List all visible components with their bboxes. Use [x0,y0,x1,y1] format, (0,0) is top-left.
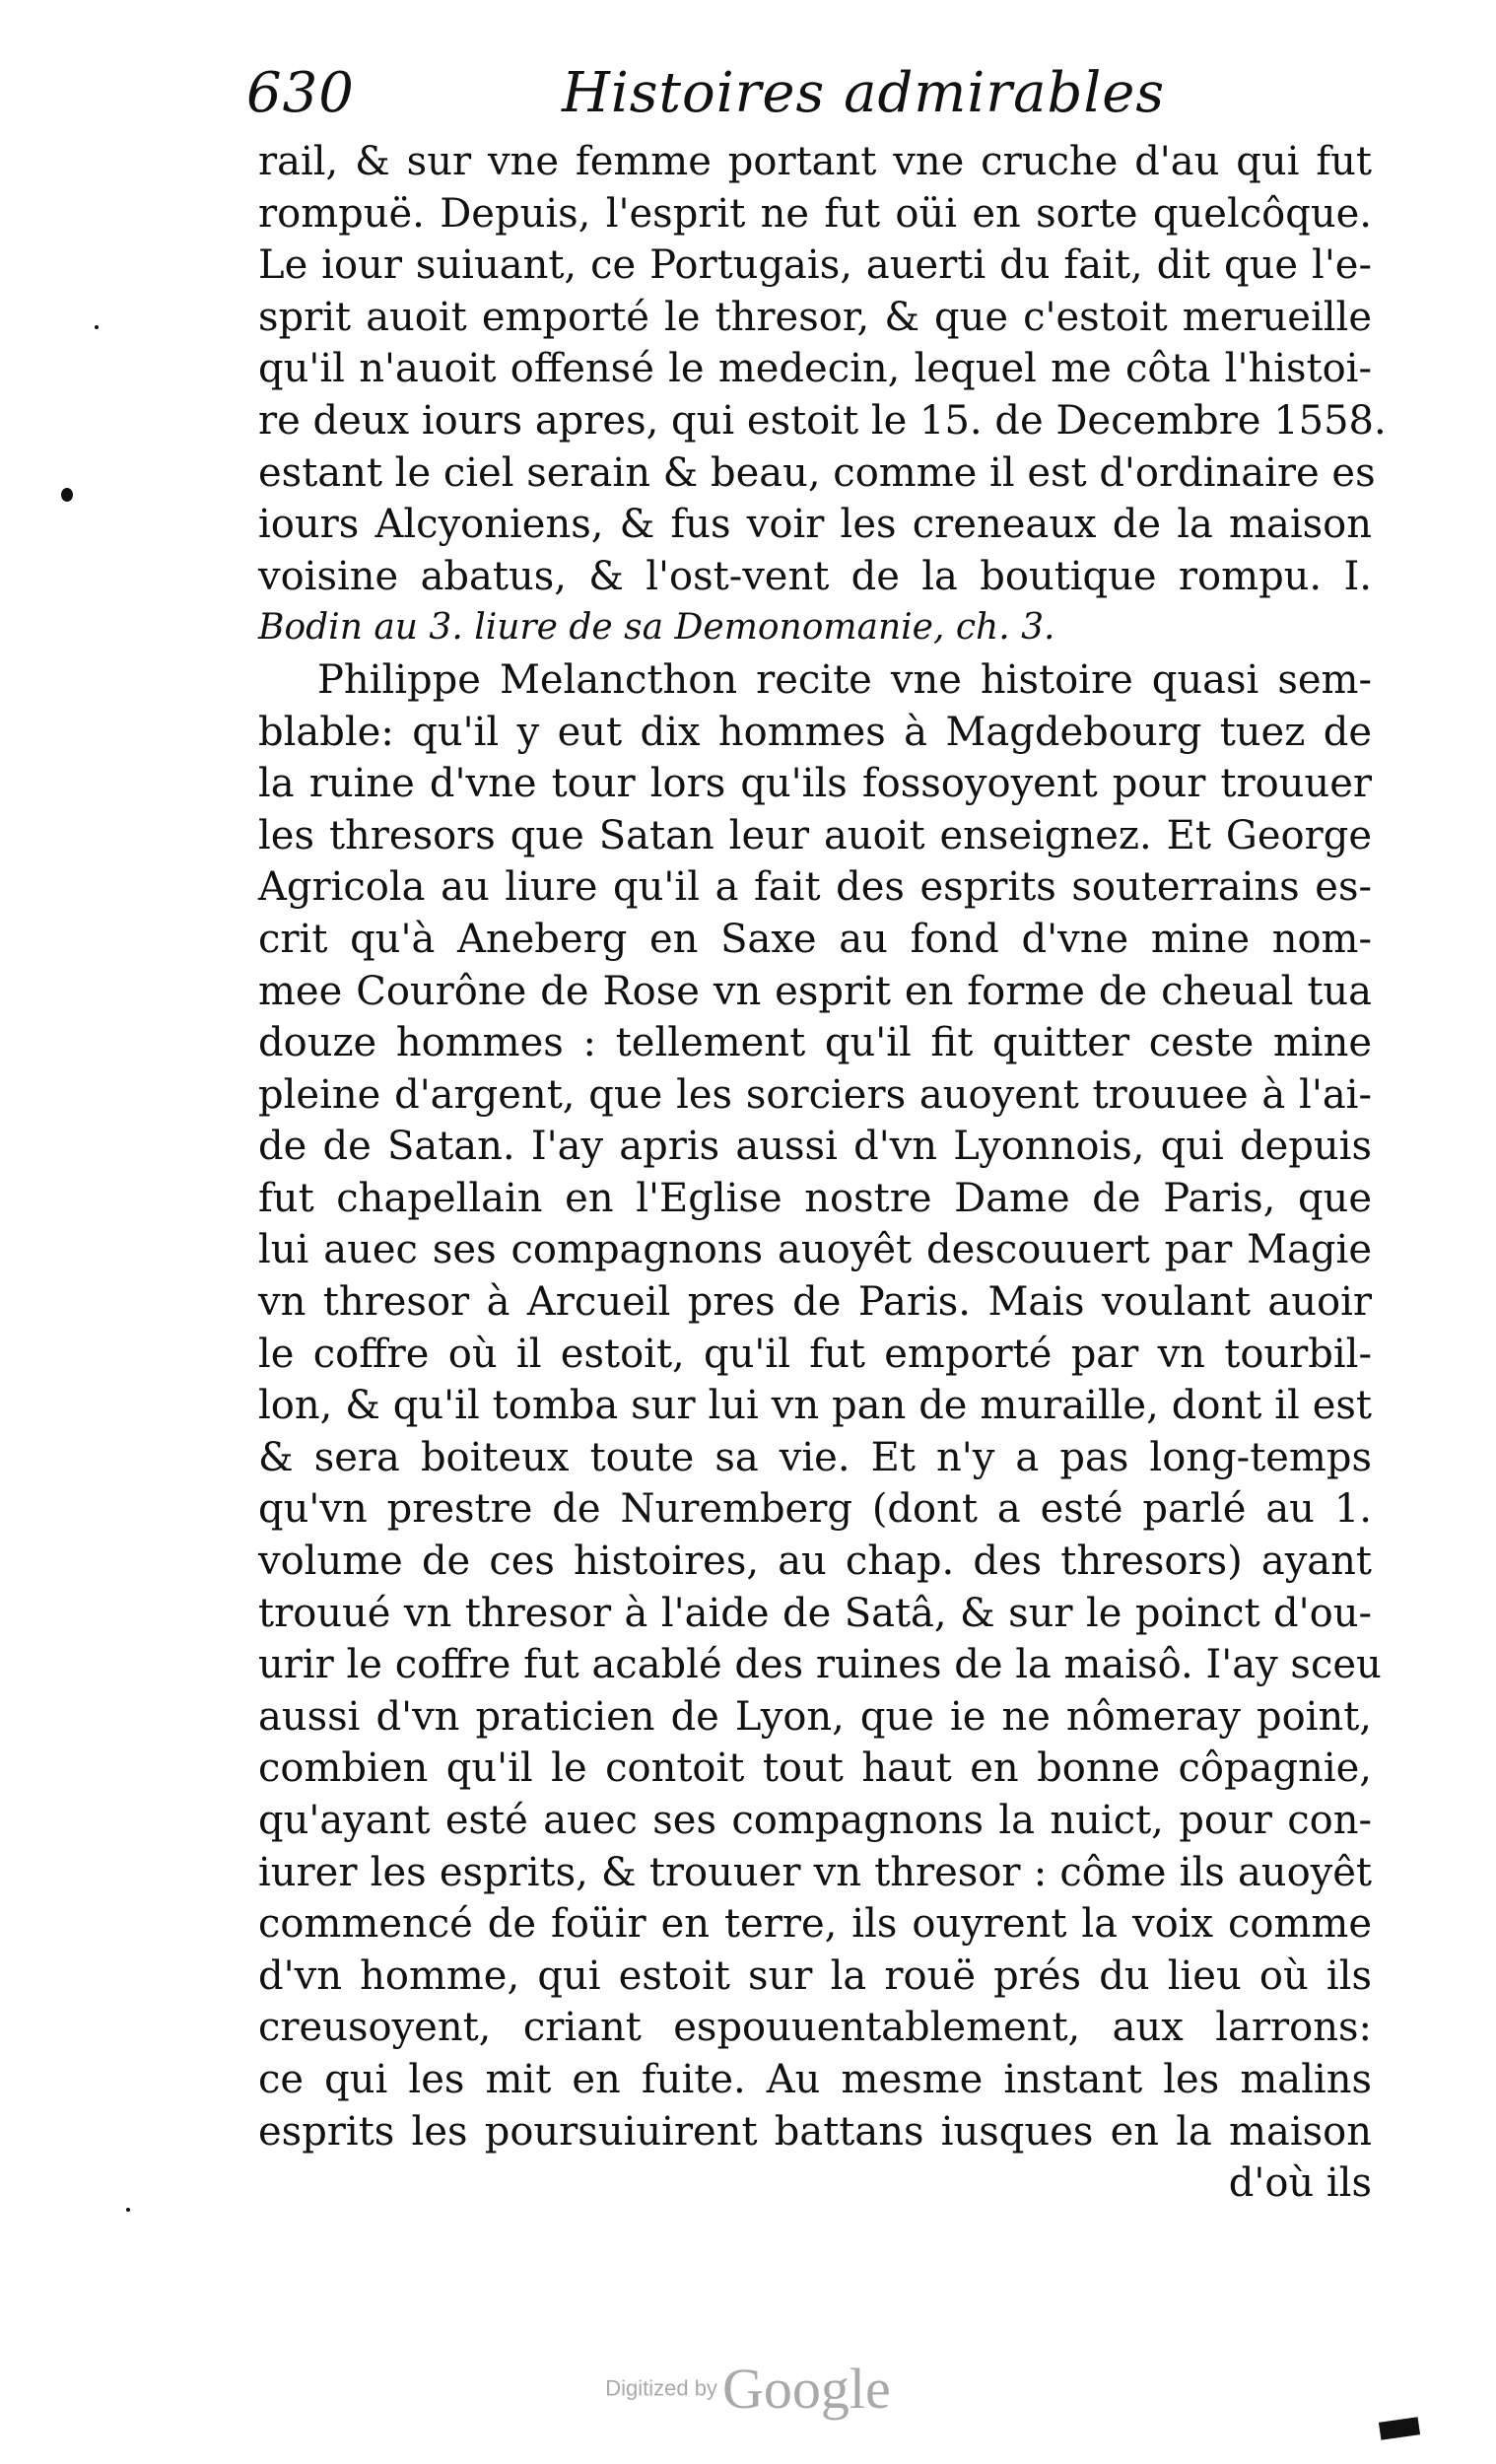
text-line: urir le coffre fut acablé des ruines de la maisô. I'ay sceu [258,1642,1382,1688]
text-line: volume de ces histoires, au chap. des thresors) ayant [258,1539,1372,1585]
text-line: & sera boiteux toute sa vie. Et n'y a pas long-temps [258,1434,1372,1480]
text-line: blable: qu'il y eut dix hommes à Magdebourg tuez de [258,709,1372,755]
text-line: les thresors que Satan leur auoit enseignez. Et George [258,812,1372,858]
text-line: estant le ciel serain & beau, comme il est d'ordinaire es [258,449,1376,496]
text-line: lui auec ses compagnons auoyêt descouuert par Magie [258,1227,1372,1273]
text-line: d'vn homme, qui estoit sur la rouë prés du lieu où ils [258,1952,1372,1999]
text-line: ce qui les mit en fuite. Au mesme instant les malins [258,2056,1372,2102]
text-line: iours Alcyoniens, & fus voir les creneaux de la maison [258,502,1372,548]
text-line: crit qu'à Aneberg en Saxe au fond d'vne mine nom- [258,916,1372,962]
text-line: aussi d'vn praticien de Lyon, que ie ne nômeray point, [258,1693,1372,1740]
text-line: vn thresor à Arcueil pres de Paris. Mais voulant auoir [258,1279,1372,1326]
google-logo: Google [722,2357,891,2421]
paragraph-start-line: Philippe Melancthon recite vne histoire quasi sem- [317,656,1372,703]
text-line: Le iour suiuant, ce Portugais, auerti du fait, dit que l'e- [258,242,1372,289]
text-line: pleine d'argent, que les sorciers auoyent trouuee à l'ai- [258,1071,1372,1118]
citation-line: Bodin au 3. liure de sa Demonomanie, ch. 3. [258,607,1055,649]
text-line: fut chapellain en l'Eglise nostre Dame de Paris, que [258,1175,1372,1221]
text-line: qu'ayant esté auec ses compagnons la nuict, pour con- [258,1798,1372,1843]
text-line: mee Courône de Rose vn esprit en forme de cheual tua [258,968,1372,1014]
text-line: creusoyent, criant espouuentablement, aux larrons: [258,2005,1372,2051]
text-line: qu'vn prestre de Nuremberg (dont a esté parlé au 1. [258,1486,1372,1533]
text-line: rompuë. Depuis, l'esprit ne fut oüi en sorte quelcôque. [258,190,1372,237]
ink-speck [126,2208,130,2212]
page-header [246,61,1380,140]
body-text [258,136,1387,2210]
text-line: qu'il n'auoit offensé le medecin, lequel me côta l'histoi- [258,346,1372,392]
page-number: 630 [246,61,355,125]
text-line: combien qu'il le contoit tout haut en bonne côpagnie, [258,1745,1372,1792]
text-line: re deux iours apres, qui estoit le 15. de Decembre 1558. [258,397,1387,444]
text-line: le coffre où il estoit, qu'il fut emporté par vn tourbil- [258,1331,1372,1377]
text-line: rail, & sur vne femme portant vne cruche d'au qui fut [258,139,1372,184]
text-line: lon, & qu'il tomba sur lui vn pan de muraille, dont il est [258,1383,1372,1429]
running-title: Histoires admirables [562,61,1166,125]
ink-speck [61,488,73,502]
text-line: de de Satan. I'ay apris aussi d'vn Lyonnois, qui depuis [258,1124,1372,1170]
digitized-label: Digitized by [605,2375,717,2401]
text-line: la ruine d'vne tour lors qu'ils fossoyoyent pour trouuer [258,761,1372,807]
catchword: d'où ils [1228,2160,1372,2207]
text-line: sprit auoit emporté le thresor, & que c'estoit merueille [258,294,1372,340]
text-line: douze hommes : tellement qu'il fit quitter ceste mine [258,1020,1372,1066]
ink-speck [95,325,99,329]
text-line: Agricola au liure qu'il a fait des esprits souterrains es- [258,864,1372,911]
text-line: voisine abatus, & l'ost-vent de la boutique rompu. I. [258,553,1372,599]
text-line: iurer les esprits, & trouuer vn thresor : côme ils auoyêt [258,1849,1372,1895]
text-line: esprits les poursuiuirent battans iusques en la maison [258,2108,1372,2155]
digitization-watermark [0,2356,1496,2422]
text-line: trouué vn thresor à l'aide de Satâ, & sur le poinct d'ou- [258,1590,1372,1636]
text-line: commencé de foüir en terre, ils ouyrent la voix comme [258,1901,1372,1948]
